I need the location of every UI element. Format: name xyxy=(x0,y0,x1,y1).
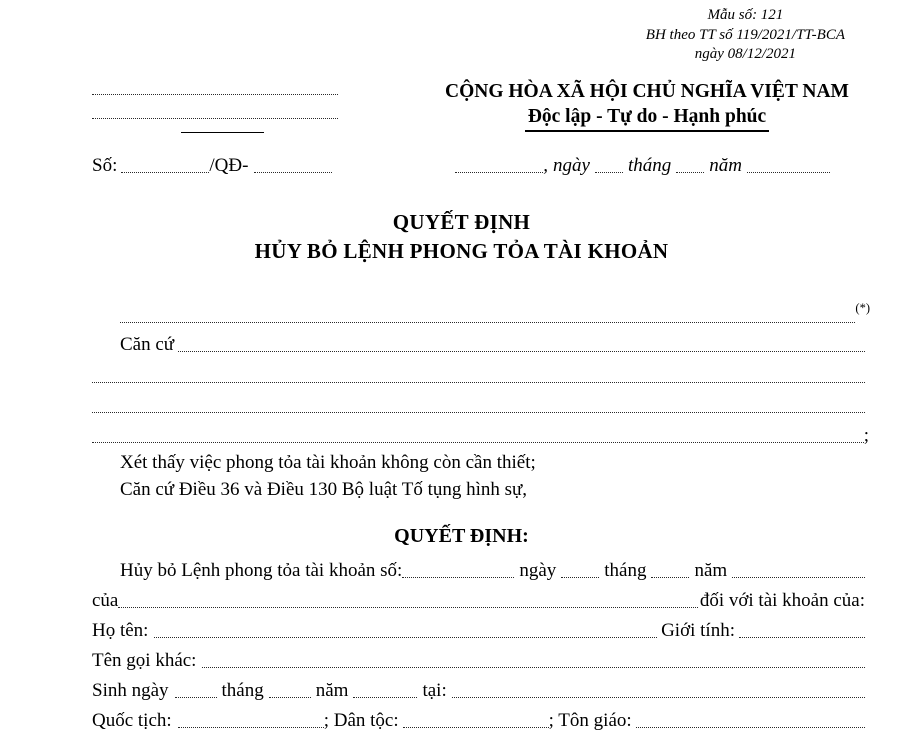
order-year-label: năm xyxy=(694,560,728,581)
quoc-tich-label: Quốc tịch: xyxy=(92,710,172,731)
basis-line-1 xyxy=(120,330,865,356)
semicolon: ; xyxy=(863,425,869,446)
blank-alias xyxy=(202,646,865,668)
ho-ten-label: Họ tên: xyxy=(92,620,149,641)
title-line-2: HỦY BỎ LỆNH PHONG TỎA TÀI KHOẢN xyxy=(254,239,669,263)
form-meta-block xyxy=(646,6,845,65)
blank-birth-month xyxy=(269,676,311,698)
blank-basis-3 xyxy=(92,391,865,413)
so-label: Số: xyxy=(92,155,118,176)
blank-birth-place xyxy=(452,676,865,698)
blank-gender xyxy=(739,616,865,638)
blank-ethnicity xyxy=(403,706,549,728)
blank-religion xyxy=(636,706,865,728)
nam-label: năm xyxy=(709,155,742,176)
blank-place xyxy=(455,151,543,173)
blank-birth-year xyxy=(353,676,417,698)
blank-issuing-authority xyxy=(118,586,697,608)
blank-agency-line-2 xyxy=(92,118,338,119)
ton-giao-label: ; Tôn giáo: xyxy=(548,710,632,731)
form-issuance: BH theo TT số 119/2021/TT-BCA xyxy=(645,26,845,43)
form-number: Mẫu số: 121 xyxy=(707,7,784,23)
thang-label: tháng xyxy=(627,155,672,176)
consideration-statement: Xét thấy việc phong tỏa tài khoản không còn cần thiết; xyxy=(120,452,536,473)
blank-order-month xyxy=(651,556,689,578)
decision-line xyxy=(120,556,865,582)
dan-toc-label: ; Dân tộc: xyxy=(323,710,399,731)
tai-label: tại: xyxy=(422,680,447,701)
form-issue-date: ngày 08/12/2021 xyxy=(694,46,797,62)
blank-year xyxy=(747,151,830,173)
ten-goi-khac-label: Tên gọi khác: xyxy=(92,650,197,671)
blank-order-year xyxy=(732,556,865,578)
blank-month xyxy=(676,151,704,173)
basis-line-2 xyxy=(92,361,865,387)
nationality-line xyxy=(92,706,865,732)
blank-full-name xyxy=(154,616,657,638)
issuing-authority-line xyxy=(92,586,865,612)
order-day-label: ngày xyxy=(519,560,557,581)
blank-order-number xyxy=(402,556,514,578)
number-date-line xyxy=(92,151,830,177)
motto: Độc lập - Tự do - Hạnh phúc xyxy=(525,104,769,132)
birth-line xyxy=(92,676,865,702)
legal-basis-statement: Căn cứ Điều 36 và Điều 130 Bộ luật Tố tụng hình sự, xyxy=(120,479,528,500)
title-line-1: QUYẾT ĐỊNH xyxy=(392,210,531,234)
blank-birth-day xyxy=(175,676,217,698)
gioi-tinh-label: Giới tính: xyxy=(661,620,735,641)
comma: , xyxy=(543,155,549,176)
footnote-marker: (*) xyxy=(855,301,870,315)
blank-basis-2 xyxy=(92,361,865,383)
basis-line-3 xyxy=(92,391,865,417)
decision-prefix: Hủy bỏ Lệnh phong tỏa tài khoản số: xyxy=(120,560,403,581)
blank-decision-number xyxy=(121,151,209,173)
blank-order-day xyxy=(561,556,599,578)
national-header xyxy=(432,79,862,132)
document-title xyxy=(0,208,923,266)
cua-label: của xyxy=(92,590,119,611)
can-cu-label: Căn cứ xyxy=(120,334,175,355)
qd-label: /QĐ- xyxy=(209,155,249,176)
blank-basis-4 xyxy=(92,421,864,443)
alias-line xyxy=(92,646,865,672)
issuer-line xyxy=(120,301,870,327)
agency-divider-rule xyxy=(181,132,264,133)
blank-day xyxy=(595,151,623,173)
blank-nationality xyxy=(178,706,324,728)
blank-qd-suffix xyxy=(254,151,332,173)
ngay-label: ngày xyxy=(553,155,590,176)
republic-title: CỘNG HÒA XÃ HỘI CHỦ NGHĨA VIỆT NAM xyxy=(445,81,849,102)
basis-line-4 xyxy=(92,421,869,447)
decide-heading: QUYẾT ĐỊNH: xyxy=(394,525,529,547)
order-month-label: tháng xyxy=(604,560,647,581)
doi-voi-label: đối với tài khoản của: xyxy=(699,590,865,611)
birth-year-label: năm xyxy=(315,680,349,701)
blank-agency-line-1 xyxy=(92,94,338,95)
name-gender-line xyxy=(92,616,865,642)
birth-month-label: tháng xyxy=(221,680,264,701)
blank-issuer xyxy=(120,301,855,323)
sinh-ngay-label: Sinh ngày xyxy=(92,680,169,701)
blank-basis-1 xyxy=(178,330,865,352)
